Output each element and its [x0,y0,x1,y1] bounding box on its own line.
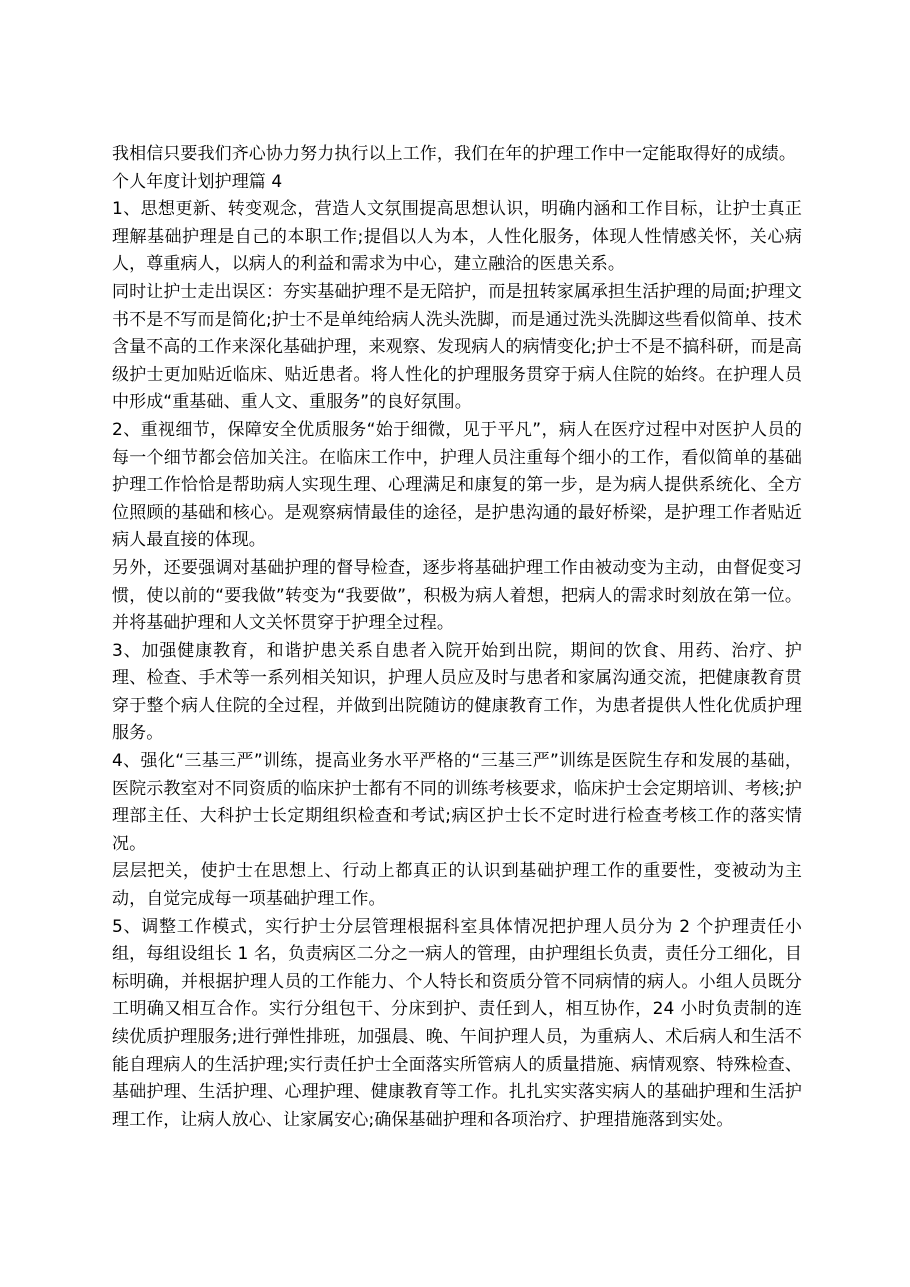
paragraph-item-2-continued: 另外，还要强调对基础护理的督导检查，逐步将基础护理工作由被动变为主动，由督促变习惯，使以前的“要我做”转变为“我要做”，积极为病人着想，把病人的需求时刻放在第一位。并将基础护理和人文关怀贯穿于护理全过程。 [112,557,802,634]
paragraph-item-4-continued: 层层把关，使护士在思想上、行动上都真正的认识到基础护理工作的重要性，变被动为主动，自觉完成每一项基础护理工作。 [112,861,802,910]
paragraph-item-3: 3、加强健康教育，和谐护患关系自患者入院开始到出院，期间的饮食、用药、治疗、护理、检查、手术等一系列相关知识，护理人员应及时与患者和家属沟通交流，把健康教育贯穿于整个病人住院的全过程，并做到出院随访的健康教育工作，为患者提供人性化优质护理服务。 [112,640,802,744]
paragraph-item-4: 4、强化“三基三严”训练，提高业务水平严格的“三基三严”训练是医院生存和发展的基础，医院示教室对不同资质的临床护士都有不同的训练考核要求，临床护士会定期培训、考核;护理部主任、大科护士长定期组织检查和考试;病区护士长不定时进行检查考核工作的落实情况。 [112,751,802,854]
paragraph-item-5: 5、调整工作模式，实行护士分层管理根据科室具体情况把护理人员分为 2 个护理责任小组，每组设组长 1 名，负责病区二分之一病人的管理，由护理组长负责，责任分工细化，目标明确，并根据护理人员的工作能力、个人特长和资质分管不同病情的病人。小组人员既分工明确又相互合作。实行分组包干、分床到护、责任到人，相互协作，24 小时负责制的连续优质护理服务;进行弹性排班，加强晨、晚、午间护理人员，为重病人、术后病人和生活不能自理病人的生活护理;实行责任护士全面落实所管病人的质量措施、病情观察、特殊检查、基础护理、生活护理、心理护理、健康教育等工作。扎扎实实落实病人的基础护理和生活护理工作，让病人放心、让家属安心;确保基础护理和各项治疗、护理措施落到实处。 [112,916,802,1130]
document-body [112,141,802,1134]
section-heading: 个人年度计划护理篇 4 [112,171,283,192]
paragraph-item-1: 1、思想更新、转变观念，营造人文氛围提高思想认识，明确内涵和工作目标，让护士真正理解基础护理是自己的本职工作;提倡以人为本，人性化服务，体现人性情感关怀，关心病人，尊重病人，以病人的利益和需求为中心，建立融洽的医患关系。 [112,199,802,275]
paragraph-item-1-continued: 同时让护士走出误区：夯实基础护理不是无陪护，而是扭转家属承担生活护理的局面;护理文书不是不写而是简化;护士不是单纯给病人洗头洗脚，而是通过洗头洗脚这些看似简单、技术含量不高的工作来深化基础护理，来观察、发现病人的病情变化;护士不是不搞科研，而是高级护士更加贴近临床、贴近患者。将人性化的护理服务贯穿于病人住院的始终。在护理人员中形成“重基础、重人文、重服务”的良好氛围。 [112,281,802,413]
paragraph-item-2: 2、重视细节，保障安全优质服务“始于细微，见于平凡”，病人在医疗过程中对医护人员的每一个细节都会倍加关注。在临床工作中，护理人员注重每个细小的工作，看似简单的基础护理工作恰恰是帮助病人实现生理、心理满足和康复的第一步，是为病人提供系统化、全方位照顾的基础和核心。是观察病情最佳的途径，是护患沟通的最好桥梁，是护理工作者贴近病人最直接的体现。 [112,419,802,551]
paragraph-closing-statement: 我相信只要我们齐心协力努力执行以上工作，我们在年的护理工作中一定能取得好的成绩。 [112,144,796,164]
